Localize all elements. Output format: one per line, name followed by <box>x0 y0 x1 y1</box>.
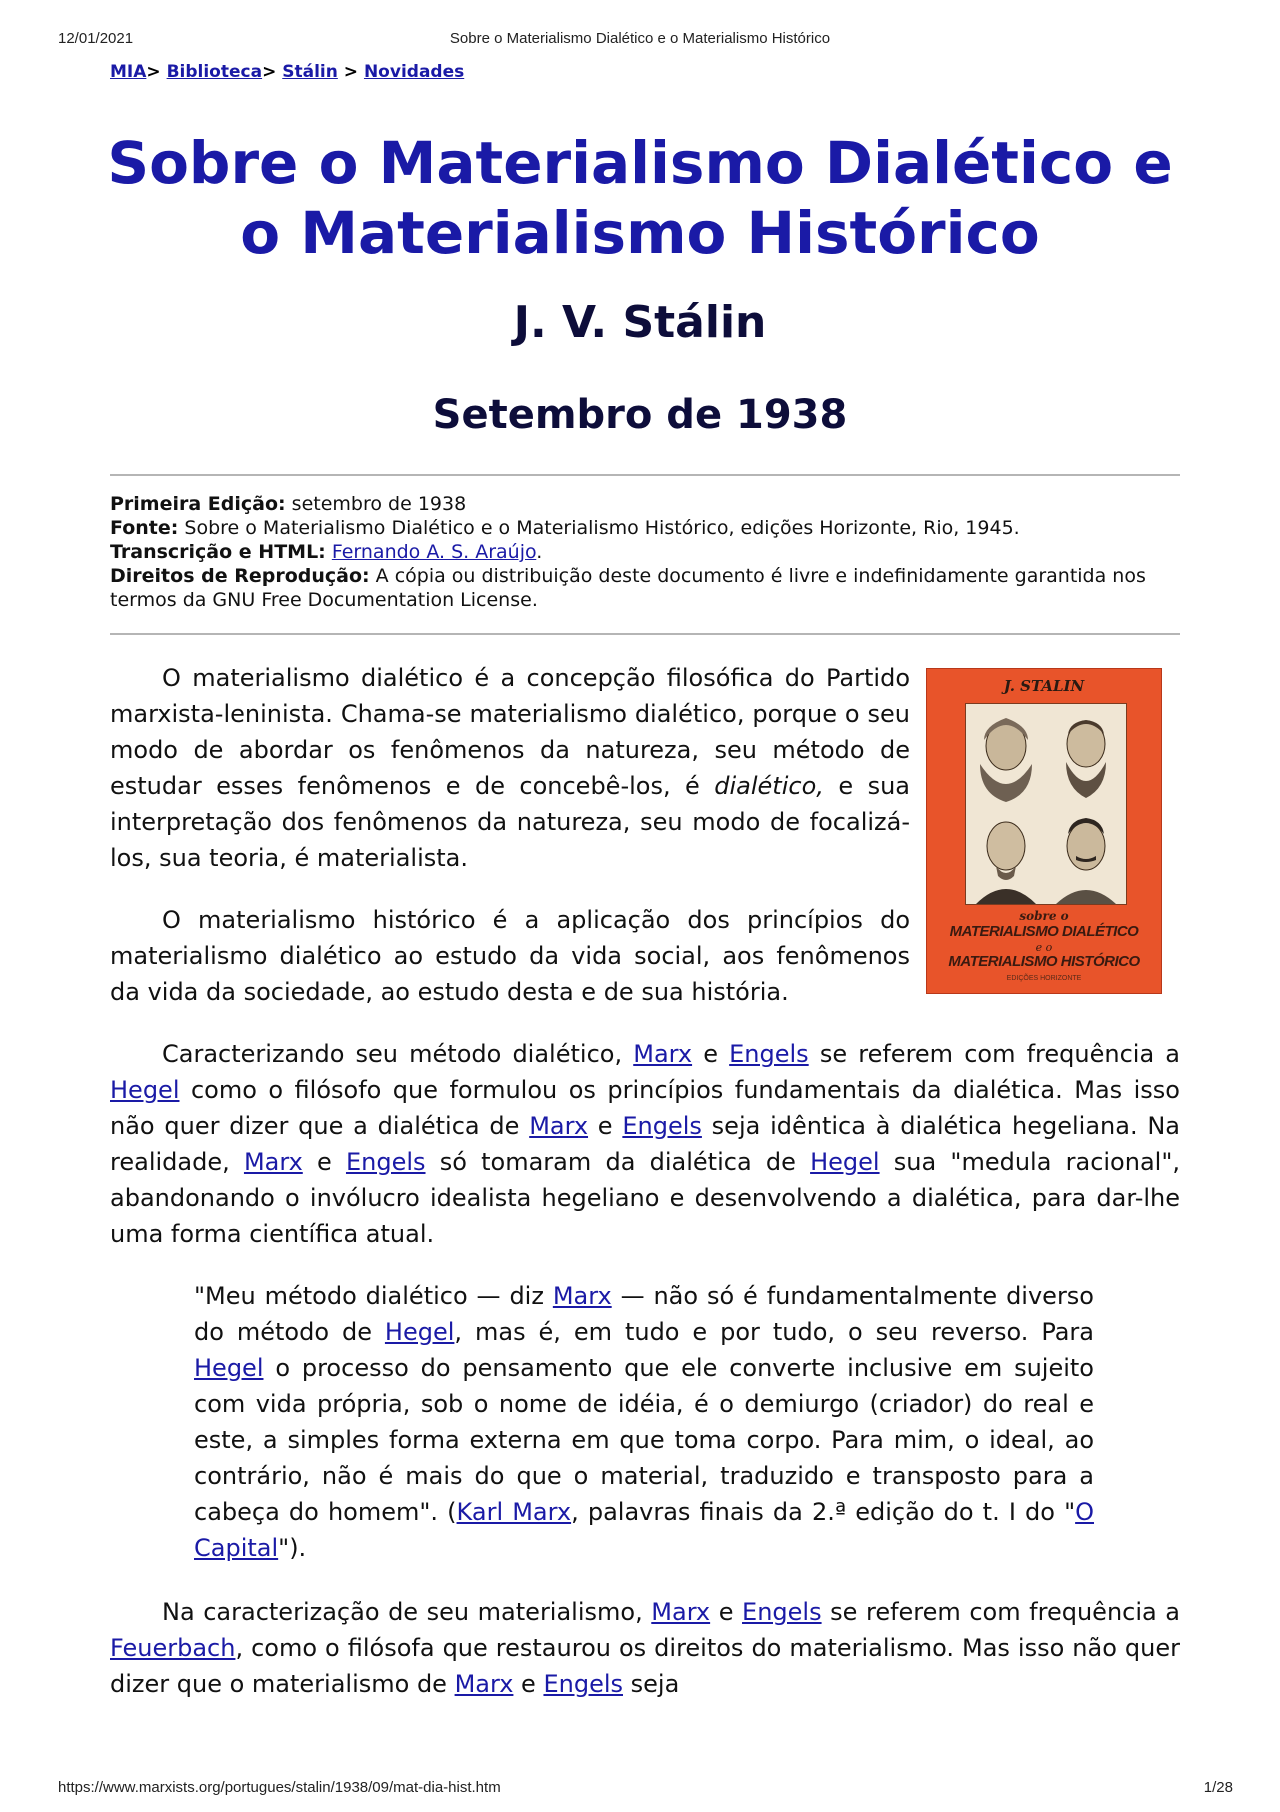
cover-title-2: e o <box>1035 941 1053 954</box>
breadcrumb <box>110 62 464 82</box>
transcriber-link[interactable]: Fernando A. S. Araújo <box>331 541 537 563</box>
link-feuerbach[interactable]: Feuerbach <box>110 1634 236 1662</box>
text: — não só é fundamentalmente diverso do método de <box>194 1282 1094 1346</box>
breadcrumb-link-mia[interactable]: MIA <box>110 62 147 82</box>
text: Caracterizando seu método dialético, <box>162 1040 634 1068</box>
link-engels[interactable]: Engels <box>742 1598 822 1626</box>
meta-primeira-edicao <box>110 492 1180 516</box>
link-hegel[interactable]: Hegel <box>384 1318 455 1346</box>
text: só tomaram da dialética de <box>425 1148 811 1176</box>
cover-sub: sobre o <box>1019 909 1069 923</box>
link-marx[interactable]: Marx <box>243 1148 303 1176</box>
text: "). <box>278 1534 307 1562</box>
link-marx[interactable]: Marx <box>529 1112 589 1140</box>
meta-value: setembro de 1938 <box>285 493 467 515</box>
text: sua "medula racional", abandonando o invólucro idealista hegeliano e desenvolvendo a dialética, para dar-lhe uma forma científica atual. <box>110 1148 1180 1248</box>
text: "Meu método dialético — diz <box>194 1282 553 1310</box>
date-heading: Setembro de 1938 <box>432 392 848 438</box>
link-karl-marx[interactable]: Karl Marx <box>456 1498 572 1526</box>
print-doc-title: Sobre o Materialismo Dialético e o Materialismo Histórico <box>449 30 831 47</box>
text: O materialismo dialético é a concepção filosófica do Partido marxista-leninista. Chama-se materialismo dialético, porque o seu modo de abordar os fenômenos da natureza, seu método de estudar esses fenômenos e de concebê-los, é <box>110 664 910 800</box>
meta-value: A cópia ou distribuição deste documento é livre e indefinidamente garantida nos termos da GNU Free Documentation License. <box>110 565 1146 611</box>
meta-label: Primeira Edição: <box>110 493 286 515</box>
meta-label: Transcrição e HTML: <box>110 541 326 563</box>
print-header <box>0 30 1280 50</box>
paragraph-2: O materialismo histórico é a aplicação dos princípios do materialismo dialético ao estudo da vida social, aos fenômenos da vida da sociedade, ao estudo desta e de sua história. <box>110 906 910 1006</box>
breadcrumb-link-biblioteca[interactable]: Biblioteca <box>166 62 263 82</box>
text: o processo do pensamento que ele converte inclusive em sujeito com vida própria, sob o nome de idéia, é o demiurgo (criador) do real e este, a simples forma externa em que toma corpo. Para mim, o ideal, ao contrário, não é mais do que o material, traduzido e transposto para a cabeça do homem". ( <box>194 1354 1094 1526</box>
meta-label: Fonte: <box>110 517 179 539</box>
breadcrumb-separator: > <box>146 62 167 82</box>
text: , mas é, em tudo e por tudo, o seu reverso. Para <box>454 1318 1095 1346</box>
print-footer <box>0 1779 1280 1799</box>
divider-bottom <box>110 633 1180 635</box>
breadcrumb-link-novidades[interactable]: Novidades <box>363 62 465 82</box>
text: seja <box>623 1670 680 1698</box>
link-marx[interactable]: Marx <box>633 1040 693 1068</box>
text: e <box>302 1148 346 1176</box>
cover-author: J. STALIN <box>1003 677 1085 695</box>
link-marx[interactable]: Marx <box>552 1282 612 1310</box>
breadcrumb-link-stalin[interactable]: Stálin <box>282 62 338 82</box>
text: , palavras finais da 2.ª edição do t. I do " <box>571 1498 1076 1526</box>
text: e <box>692 1040 730 1068</box>
meta-value: Sobre o Materialismo Dialético e o Materialismo Histórico, edições Horizonte, Rio, 1945. <box>178 517 1020 539</box>
meta-direitos <box>110 564 1180 612</box>
link-marx[interactable]: Marx <box>651 1598 711 1626</box>
cover-title-3: MATERIALISMO HISTÓRICO <box>948 953 1140 970</box>
page-number: 1/28 <box>1203 1779 1233 1796</box>
divider-top <box>110 474 1180 476</box>
text: Na caracterização de seu materialismo, <box>162 1598 652 1626</box>
text: como o filósofo que formulou os princípios fundamentais da dialética. Mas isso não quer dizer que a dialética de <box>110 1076 1180 1140</box>
author-heading: J. V. Stálin <box>513 297 767 348</box>
breadcrumb-separator: > <box>262 62 283 82</box>
meta-transcricao <box>110 540 1180 564</box>
article-body <box>110 660 1180 1728</box>
page-title-line-2: o Materialismo Histórico <box>240 199 1040 267</box>
text: e sua interpretação dos fenômenos da natureza, seu modo de focalizá-los, sua teoria, é materialista. <box>110 772 910 872</box>
text: e <box>513 1670 544 1698</box>
text: , como o filósofa que restaurou os direitos do materialismo. Mas isso não quer dizer que o materialismo de <box>110 1634 1180 1698</box>
link-engels[interactable]: Engels <box>345 1148 426 1176</box>
link-engels[interactable]: Engels <box>622 1112 702 1140</box>
paragraph-4 <box>110 1594 1180 1702</box>
emphasis: dialético, <box>714 772 824 800</box>
link-hegel[interactable]: Hegel <box>194 1354 264 1382</box>
text: e <box>710 1598 743 1626</box>
metadata-block <box>110 492 1180 612</box>
text: e <box>588 1112 623 1140</box>
link-engels[interactable]: Engels <box>729 1040 809 1068</box>
print-url: https://www.marxists.org/portugues/stalin/1938/09/mat-dia-hist.htm <box>58 1779 501 1796</box>
meta-label: Direitos de Reprodução: <box>110 565 370 587</box>
text: seja idêntica à dialética hegeliana. Na realidade, <box>110 1112 1181 1176</box>
text: se referem com frequência a <box>821 1598 1180 1626</box>
page-title <box>60 128 1220 268</box>
cover-publisher: EDIÇÕES HORIZONTE <box>1006 975 1082 982</box>
link-engels[interactable]: Engels <box>543 1670 623 1698</box>
text: se referem com frequência a <box>808 1040 1180 1068</box>
paragraph-3 <box>110 1036 1180 1252</box>
meta-fonte <box>110 516 1180 540</box>
cover-title-1: MATERIALISMO DIALÉTICO <box>949 923 1139 940</box>
link-marx[interactable]: Marx <box>454 1670 514 1698</box>
paragraph-1 <box>110 660 910 876</box>
block-quote <box>194 1278 1094 1566</box>
page-title-line-1: Sobre o Materialismo Dialético e <box>107 129 1173 197</box>
breadcrumb-separator: > <box>337 62 364 82</box>
print-date: 12/01/2021 <box>58 30 134 47</box>
link-o-capital[interactable]: O Capital <box>194 1498 1095 1562</box>
link-hegel[interactable]: Hegel <box>810 1148 880 1176</box>
meta-punct: . <box>536 541 543 563</box>
link-hegel[interactable]: Hegel <box>110 1076 180 1104</box>
